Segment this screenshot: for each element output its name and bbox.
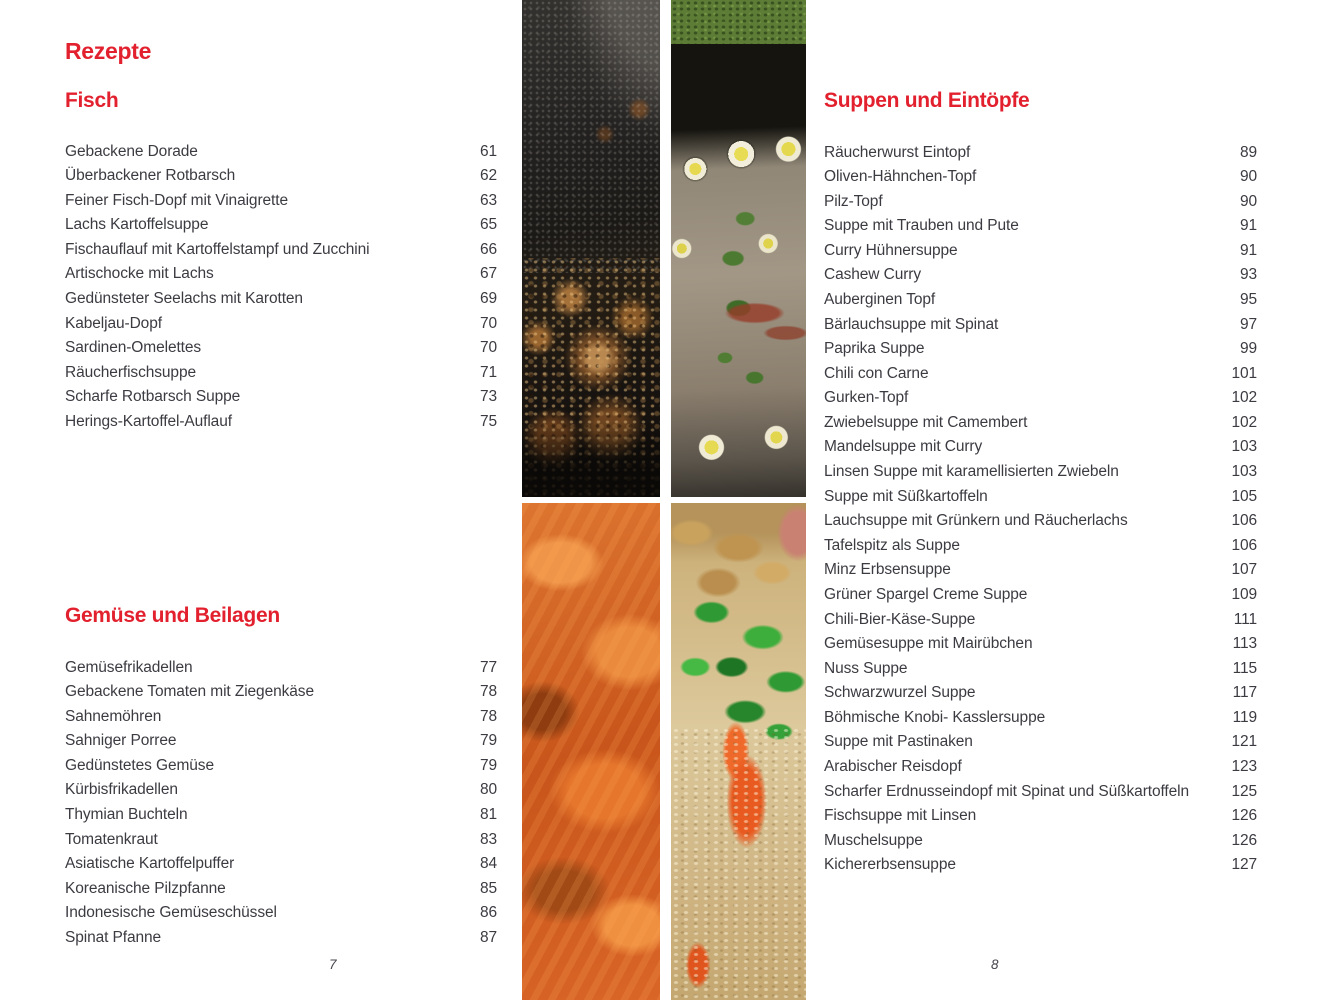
toc-row xyxy=(65,262,497,287)
recipe-title: Zwiebelsuppe mit Camembert xyxy=(824,413,1028,431)
recipe-page-number: 119 xyxy=(1232,708,1257,726)
recipe-title: Scharfer Erdnusseindopf mit Spinat und Süßkartoffeln xyxy=(824,782,1189,800)
toc-row xyxy=(824,361,1257,386)
recipe-title: Pilz-Topf xyxy=(824,192,883,210)
photo-sauteed-orange-vegetables xyxy=(522,503,660,1000)
recipe-title: Gebackene Tomaten mit Ziegenkäse xyxy=(65,683,314,701)
recipe-title: Sardinen-Omelettes xyxy=(65,339,202,357)
toc-row xyxy=(824,214,1257,239)
recipe-title: Scharfe Rotbarsch Suppe xyxy=(65,388,241,406)
toc-row xyxy=(65,729,497,754)
recipe-page-number: 91 xyxy=(1239,217,1257,235)
toc-row xyxy=(65,852,497,877)
toc-row xyxy=(824,730,1257,755)
recipe-title: Paprika Suppe xyxy=(824,340,925,358)
recipe-title: Überbackener Rotbarsch xyxy=(65,167,236,185)
toc-row xyxy=(824,140,1257,165)
recipe-title: Auberginen Topf xyxy=(824,291,936,308)
recipe-page-number: 103 xyxy=(1231,463,1257,481)
toc-row xyxy=(824,238,1257,263)
recipe-page-number: 78 xyxy=(479,683,497,701)
recipe-page-number: 84 xyxy=(479,855,497,873)
recipe-title: Feiner Fisch-Dopf mit Vinaigrette xyxy=(65,191,288,209)
toc-row xyxy=(824,460,1257,485)
recipe-title: Indonesische Gemüseschüssel xyxy=(65,904,277,922)
recipe-page-number: 85 xyxy=(479,879,497,897)
recipe-page-number: 86 xyxy=(479,904,497,922)
toc-row xyxy=(824,189,1257,214)
recipe-title: Räucherfischsuppe xyxy=(65,363,196,381)
toc-row xyxy=(65,311,497,336)
recipe-page-number: 90 xyxy=(1239,168,1257,186)
toc-row xyxy=(824,533,1257,558)
toc-row xyxy=(65,336,497,361)
recipe-title: Fischsuppe mit Linsen xyxy=(824,807,977,825)
recipe-page-number: 83 xyxy=(479,830,497,848)
recipe-page-number: 70 xyxy=(479,314,497,332)
recipe-page-number: 67 xyxy=(479,265,497,283)
toc-row xyxy=(65,286,497,311)
recipe-page-number: 69 xyxy=(479,290,497,307)
recipe-title: Curry Hühnersuppe xyxy=(824,241,958,259)
recipe-title: Suppe mit Süßkartoffeln xyxy=(824,487,988,505)
recipe-title: Linsen Suppe mit karamellisierten Zwiebeln xyxy=(824,463,1119,481)
recipe-page-number: 77 xyxy=(479,658,497,676)
toc-row xyxy=(824,681,1257,706)
recipe-page-number: 89 xyxy=(1239,143,1257,161)
recipe-title: Arabischer Reisdopf xyxy=(824,757,962,775)
recipe-page-number: 70 xyxy=(479,339,497,357)
toc-row xyxy=(824,410,1257,435)
toc-row xyxy=(65,901,497,926)
recipe-page-number: 123 xyxy=(1231,757,1257,775)
section-heading-suppen-und-eintoepfe: Suppen und Eintöpfe xyxy=(824,89,1030,112)
photo-rice-with-peppers-and-herbs xyxy=(671,503,806,1000)
recipe-title: Oliven-Hähnchen-Topf xyxy=(824,168,977,186)
toc-row xyxy=(824,632,1257,657)
toc-row xyxy=(824,287,1257,312)
recipe-page-number: 95 xyxy=(1239,291,1257,308)
recipe-page-number: 127 xyxy=(1231,856,1257,874)
toc-row xyxy=(824,509,1257,534)
recipe-title: Gedünstetes Gemüse xyxy=(65,756,214,774)
recipe-page-number: 99 xyxy=(1239,340,1257,358)
recipe-page-number: 102 xyxy=(1231,413,1257,431)
section-heading-gemuese-und-beilagen: Gemüse und Beilagen xyxy=(65,604,280,627)
toc-row xyxy=(824,263,1257,288)
recipe-title: Böhmische Knobi- Kasslersuppe xyxy=(824,708,1046,726)
recipe-page-number: 107 xyxy=(1231,561,1257,579)
recipe-page-number: 91 xyxy=(1239,241,1257,259)
toc-row xyxy=(824,607,1257,632)
recipe-page-number: 115 xyxy=(1232,659,1257,677)
recipe-title: Gemüsefrikadellen xyxy=(65,658,193,676)
toc-row xyxy=(65,409,497,434)
toc-row xyxy=(824,484,1257,509)
recipe-title: Muschelsuppe xyxy=(824,831,923,849)
recipe-title: Lachs Kartoffelsuppe xyxy=(65,216,209,234)
section-heading-fisch: Fisch xyxy=(65,89,119,112)
recipe-title: Suppe mit Pastinaken xyxy=(824,733,973,751)
recipe-page-number: 79 xyxy=(479,732,497,750)
recipe-title: Tafelspitz als Suppe xyxy=(824,536,960,554)
recipe-page-number: 79 xyxy=(479,756,497,774)
recipe-title: Cashew Curry xyxy=(824,266,921,284)
toc-row xyxy=(824,435,1257,460)
folio-right-page: 8 xyxy=(991,957,999,972)
recipe-title: Gebackene Dorade xyxy=(65,142,198,160)
recipe-title: Bärlauchsuppe mit Spinat xyxy=(824,315,999,333)
toc-row xyxy=(824,754,1257,779)
recipe-page-number: 117 xyxy=(1232,684,1257,702)
recipe-page-number: 66 xyxy=(479,240,497,258)
recipe-page-number: 73 xyxy=(479,388,497,406)
recipe-page-number: 78 xyxy=(479,707,497,725)
page-title: Rezepte xyxy=(65,38,152,64)
recipe-page-number: 125 xyxy=(1231,782,1257,800)
recipe-title: Gedünsteter Seelachs mit Karotten xyxy=(65,290,303,307)
recipe-page-number: 105 xyxy=(1231,487,1257,505)
toc-row xyxy=(824,656,1257,681)
recipe-title: Artischocke mit Lachs xyxy=(65,265,214,283)
recipe-title: Schwarzwurzel Suppe xyxy=(824,684,976,702)
recipe-page-number: 71 xyxy=(479,363,497,381)
recipe-title: Räucherwurst Eintopf xyxy=(824,143,971,161)
recipe-page-number: 121 xyxy=(1231,733,1257,751)
recipe-page-number: 97 xyxy=(1239,315,1257,333)
recipe-title: Chili con Carne xyxy=(824,364,929,382)
recipe-page-number: 62 xyxy=(479,167,497,185)
folio-left-page: 7 xyxy=(329,957,337,972)
toc-row xyxy=(824,804,1257,829)
recipe-title: Kabeljau-Dopf xyxy=(65,314,162,332)
toc-row xyxy=(65,704,497,729)
recipe-page-number: 93 xyxy=(1239,266,1257,284)
toc-row xyxy=(65,385,497,410)
recipe-title: Tomatenkraut xyxy=(65,830,158,848)
toc-list-fisch xyxy=(65,139,497,434)
toc-row xyxy=(65,876,497,901)
recipe-page-number: 75 xyxy=(479,412,497,430)
recipe-title: Suppe mit Trauben und Pute xyxy=(824,217,1019,235)
recipe-title: Fischauflauf mit Kartoffelstampf und Zucchini xyxy=(65,240,370,258)
recipe-title: Kichererbsensuppe xyxy=(824,856,956,874)
recipe-page-number: 101 xyxy=(1231,364,1257,382)
toc-row xyxy=(824,828,1257,853)
recipe-title: Koreanische Pilzpfanne xyxy=(65,879,226,897)
toc-row xyxy=(65,778,497,803)
recipe-title: Chili-Bier-Käse-Suppe xyxy=(824,610,976,628)
photo-breaded-fish-in-pan xyxy=(522,0,660,497)
toc-row xyxy=(65,139,497,164)
toc-row xyxy=(65,753,497,778)
toc-row xyxy=(824,779,1257,804)
recipe-page-number: 61 xyxy=(479,142,497,160)
recipe-page-number: 113 xyxy=(1232,635,1257,653)
toc-row xyxy=(65,925,497,950)
recipe-page-number: 65 xyxy=(479,216,497,234)
toc-row xyxy=(65,164,497,189)
toc-row xyxy=(65,655,497,680)
toc-list-suppen-und-eintoepfe xyxy=(824,140,1257,877)
toc-row xyxy=(65,827,497,852)
recipe-page-number: 109 xyxy=(1231,585,1257,603)
recipe-title: Mandelsuppe mit Curry xyxy=(824,438,983,456)
toc-list-gemuese-und-beilagen xyxy=(65,655,497,950)
recipe-title: Spinat Pfanne xyxy=(65,928,162,946)
toc-row xyxy=(65,680,497,705)
recipe-title: Grüner Spargel Creme Suppe xyxy=(824,585,1028,603)
toc-row xyxy=(824,558,1257,583)
recipe-page-number: 106 xyxy=(1231,536,1257,554)
recipe-title: Gurken-Topf xyxy=(824,389,909,407)
recipe-title: Nuss Suppe xyxy=(824,659,908,677)
photo-leek-soup-in-pot xyxy=(671,0,806,497)
recipe-title: Asiatische Kartoffelpuffer xyxy=(65,855,235,873)
recipe-page-number: 90 xyxy=(1239,192,1257,210)
recipe-page-number: 126 xyxy=(1231,807,1257,825)
recipe-page-number: 106 xyxy=(1231,512,1257,530)
recipe-title: Herings-Kartoffel-Auflauf xyxy=(65,412,232,430)
recipe-title: Lauchsuppe mit Grünkern und Räucherlachs xyxy=(824,512,1128,530)
recipe-title: Sahniger Porree xyxy=(65,732,177,750)
recipe-page-number: 80 xyxy=(479,781,497,799)
recipe-page-number: 87 xyxy=(479,928,497,946)
recipe-page-number: 103 xyxy=(1231,438,1257,456)
toc-row xyxy=(824,705,1257,730)
recipe-title: Sahnemöhren xyxy=(65,707,162,725)
toc-row xyxy=(824,337,1257,362)
toc-row xyxy=(65,802,497,827)
toc-row xyxy=(824,582,1257,607)
toc-row xyxy=(65,188,497,213)
toc-row xyxy=(824,853,1257,878)
recipe-page-number: 81 xyxy=(479,806,497,823)
toc-row xyxy=(65,213,497,238)
toc-row xyxy=(65,237,497,262)
recipe-title: Minz Erbsensuppe xyxy=(824,561,951,579)
toc-row xyxy=(824,386,1257,411)
toc-row xyxy=(824,312,1257,337)
recipe-title: Thymian Buchteln xyxy=(65,806,188,823)
toc-row xyxy=(824,165,1257,190)
recipe-page-number: 63 xyxy=(479,191,497,209)
toc-row xyxy=(65,360,497,385)
recipe-page-number: 111 xyxy=(1233,610,1257,628)
recipe-page-number: 102 xyxy=(1231,389,1257,407)
recipe-title: Kürbisfrikadellen xyxy=(65,781,178,799)
recipe-page-number: 126 xyxy=(1231,831,1257,849)
recipe-title: Gemüsesuppe mit Mairübchen xyxy=(824,635,1033,653)
